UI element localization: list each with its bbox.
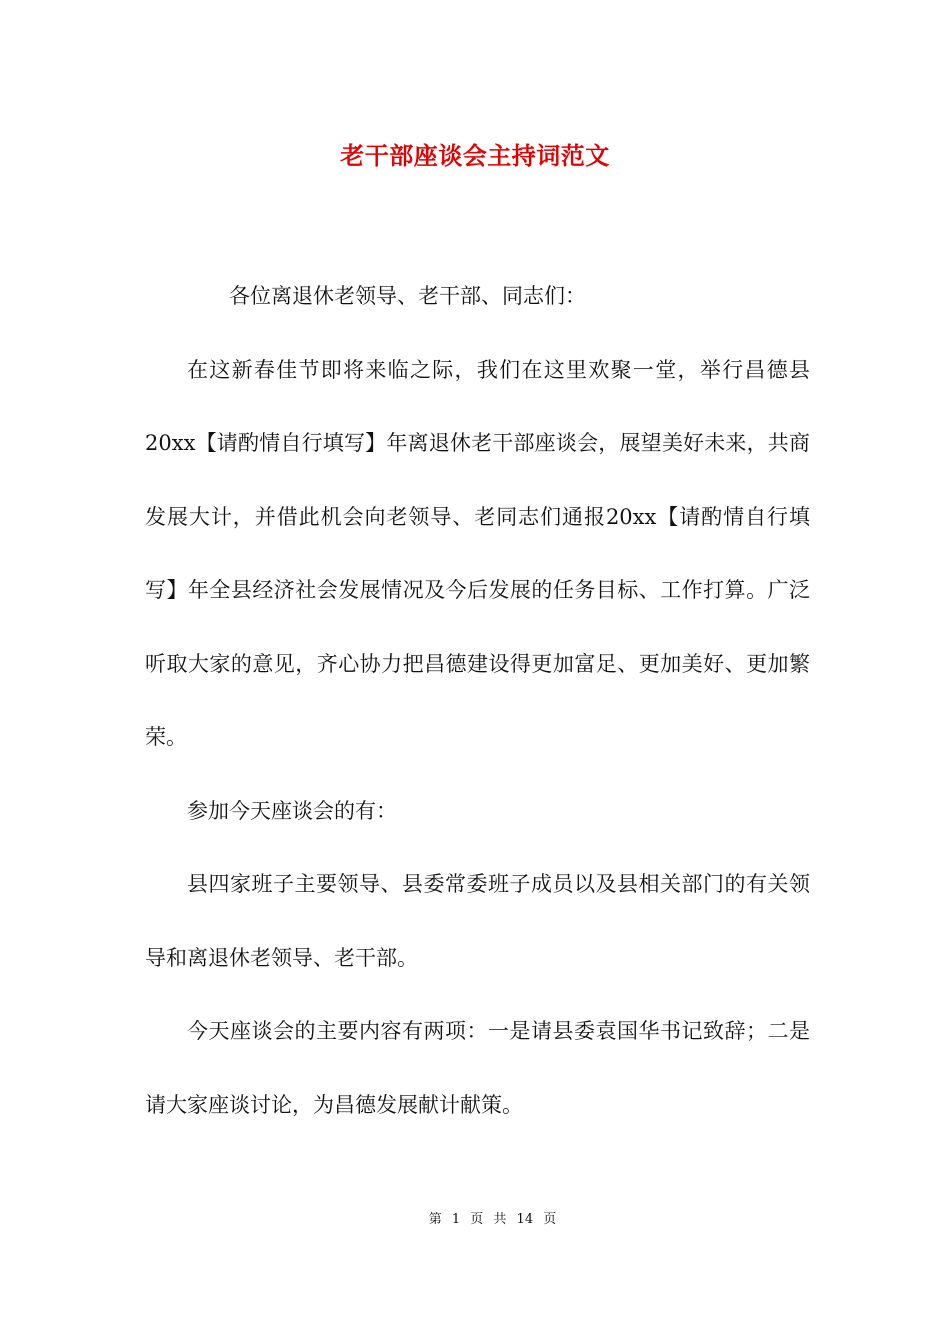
document-title: 老干部座谈会主持词范文 (340, 141, 610, 170)
agenda-paragraph: 今天座谈会的主要内容有两项：一是请县委袁国华书记致辞；二是请大家座谈讨论，为昌德发展献计献策。 (145, 1019, 810, 1117)
salutation-paragraph: 各位离退休老领导、老干部、同志们： (229, 284, 586, 308)
attendees-intro-paragraph: 参加今天座谈会的有： (187, 798, 397, 823)
page-number-footer: 第 1 页 共 14 页 (428, 1212, 557, 1227)
opening-paragraph: 在这新春佳节即将来临之际，我们在这里欢聚一堂，举行昌德县20xx【请酌情自行填写】年离退休老干部座谈会，展望美好未来，共商发展大计，并借此机会向老领导、老同志们通报20xx【请酌情自行填写】年全县经济社会发展情况及今后发展的任务目标、工作打算。广泛听取大家的意见，齐心协力把昌德建设得更加富足、更加美好、更加繁荣。 (145, 357, 810, 749)
attendees-paragraph: 县四家班子主要领导、县委常委班子成员以及县相关部门的有关领导和离退休老领导、老干部。 (145, 872, 810, 970)
document-body (145, 260, 810, 1142)
